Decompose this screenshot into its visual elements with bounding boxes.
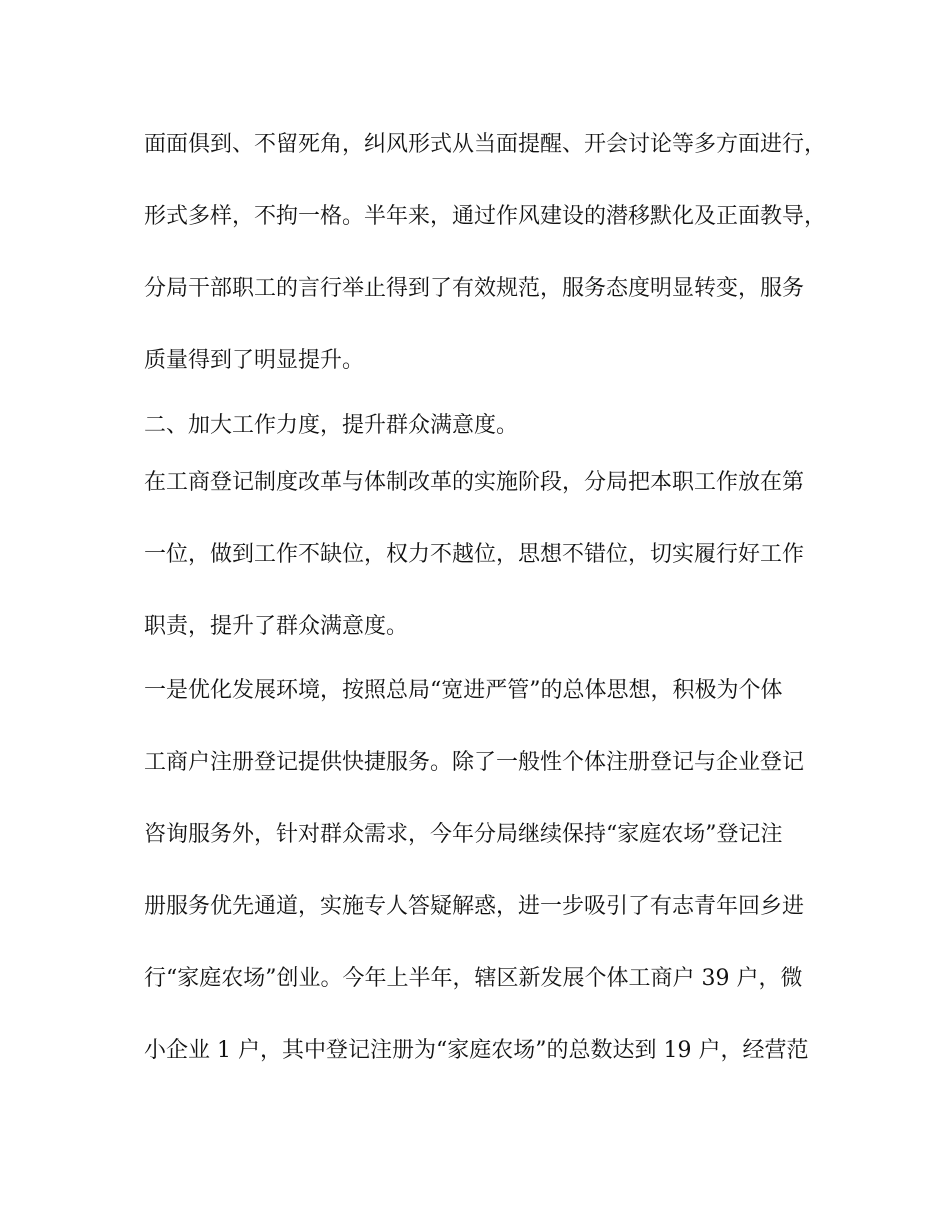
text-line: 面面俱到、不留死角，纠风形式从当面提醒、开会讨论等多方面进行， [144, 132, 827, 157]
text-line: 小企业 1 户，其中登记注册为“家庭农场”的总数达到 19 户，经营范 [144, 1038, 809, 1063]
text-line: 形式多样，不拘一格。半年来，通过作风建设的潜移默化及正面教导， [144, 204, 827, 229]
section-heading: 二、加大工作力度，提升群众满意度。 [144, 413, 519, 438]
text-line: 一是优化发展环境，按照总局“宽进严管”的总体思想，积极为个体 [144, 678, 783, 703]
text-line: 分局干部职工的言行举止得到了有效规范，服务态度明显转变，服务 [144, 276, 805, 301]
text-line: 册服务优先通道，实施专人答疑解惑，进一步吸引了有志青年回乡进 [144, 894, 805, 919]
text-line: 行“家庭农场”创业。今年上半年，辖区新发展个体工商户 39 户，微 [144, 966, 803, 991]
text-line: 在工商登记制度改革与体制改革的实施阶段，分局把本职工作放在第 [144, 470, 805, 495]
text-line: 一位，做到工作不缺位，权力不越位，思想不错位，切实履行好工作 [144, 542, 805, 567]
text-line: 工商户注册登记提供快捷服务。除了一般性个体注册登记与企业登记 [144, 750, 805, 775]
text-line: 职责，提升了群众满意度。 [144, 614, 409, 639]
text-line: 质量得到了明显提升。 [144, 348, 365, 373]
text-line: 咨询服务外，针对群众需求，今年分局继续保持“家庭农场”登记注 [144, 822, 783, 847]
